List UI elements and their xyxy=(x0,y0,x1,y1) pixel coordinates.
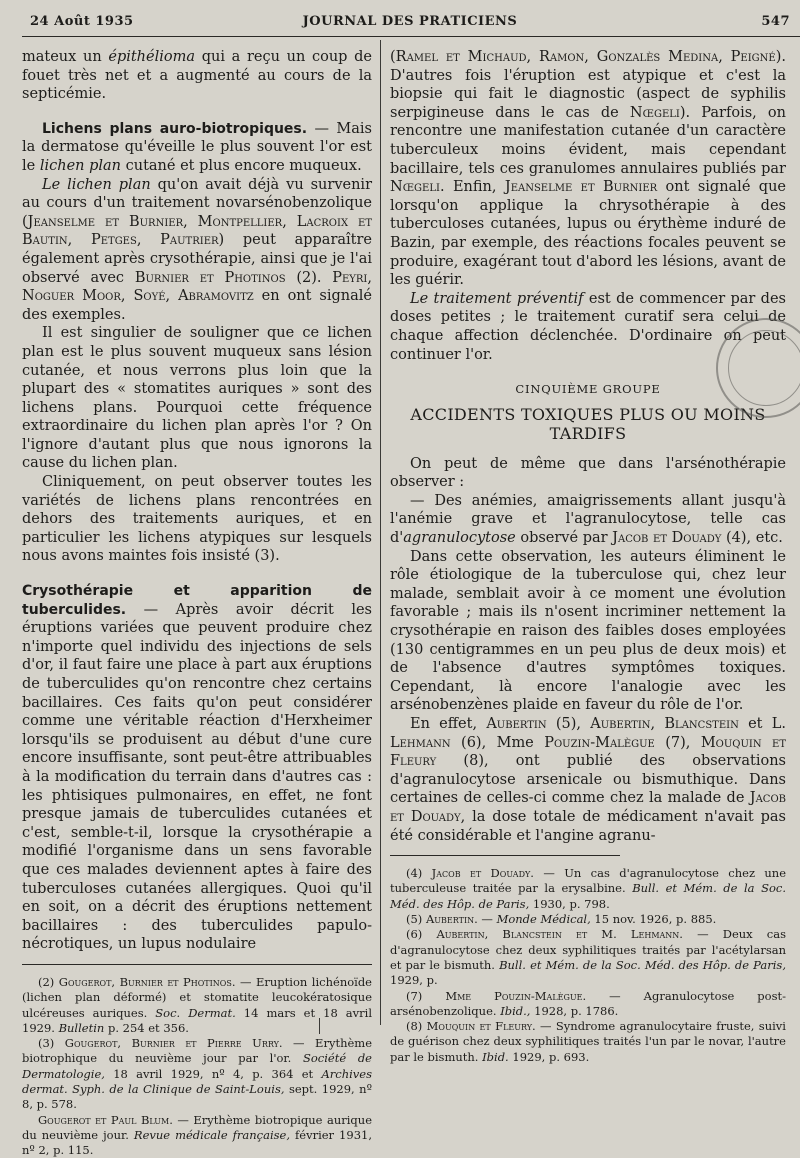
column-divider xyxy=(380,40,381,1025)
paragraph-cliniquement: Cliniquement, on peut observer toutes les variétés de lichens plans rencontrées en dehors des traitements auriques, et en particulier les lichens atypiques sur lesquels nous avons maintes fois insisté (3). xyxy=(22,474,372,565)
paragraph-en-effet: En effet, Aubertin (5), Aubertin, Blancstein et L. Lehmann (6), Mme Pouzin-Malègue (7), Mouquin et Fleury (8), ont publié des observations d'agranulocytose arsenicale ou bismuthique. Dans certaines de celles-ci comme chez la malade de Jacob et Douady, la dose totale de médicament n'avait pas été considérable et l'angine agranu- xyxy=(390,716,786,844)
page-header xyxy=(30,14,790,34)
paragraph-lichen-plan: Le lichen plan qu'on avait déjà vu survenir au cours d'un traitement novarsénobenzolique (Jeanselme et Burnier, Montpellier, Lacroix et Bautin, Petges, Pautrier) peut apparaître également après crysothérapie, ainsi que je l'ai observé avec Burnier et Photinos (2). Peyri, Noguer Moor, Soyé, Abramovitz en ont signalé des exemples. xyxy=(22,176,372,323)
paragraph-meme: On peut de même que dans l'arsénothérapie observer : xyxy=(390,455,786,491)
paragraph-lichens-plans: Lichens plans auro-biotropiques. — Mais la dermatose qu'éveille le plus souvent l'or est le lichen plan cutané et plus encore muqueux. xyxy=(22,120,372,174)
left-column xyxy=(22,48,372,1158)
footnote-rule xyxy=(22,964,372,965)
paragraph-continuation: mateux un épithélioma qui a reçu un coup de fouet très net et a augmenté au cours de la septicémie. xyxy=(22,49,372,103)
group-title: ACCIDENTS TOXIQUES PLUS OU MOINS TARDIFS xyxy=(410,404,766,443)
footnote-3b: Gougerot et Paul Blum. — Erythème biotropique aurique du neuvième jour. Revue médicale française, février 1931, nº 2, p. 115. xyxy=(22,1112,373,1158)
section-heading-lichens: Lichens plans auro-biotropiques. xyxy=(42,120,308,137)
header-rule xyxy=(22,36,800,37)
fold-mark xyxy=(319,1018,320,1034)
footnote-8: (8) Mouquin et Fleury. — Syndrome agranulocytaire fruste, suivi de guérison chez deux syphilitiques traités l'un par le novar, l'autre par le bismuth. Ibid. 1929, p. 693. xyxy=(390,1019,786,1064)
paragraph-anemies: — Des anémies, amaigrissements allant jusqu'à l'anémie grave et l'agranulocytose, telle cas d'agranulocytose observé par Jacob et Douady (4), etc. xyxy=(390,492,786,547)
group-label: CINQUIÈME GROUPE xyxy=(515,382,661,397)
header-date: 24 Août 1935 xyxy=(30,14,134,29)
section-heading-crysotherapie: Crysothérapie et apparition de tuberculides. xyxy=(22,583,372,618)
header-page-number: 547 xyxy=(761,14,790,29)
footnote-5: (5) Aubertin. — Monde Médical, 15 nov. 1926, p. 885. xyxy=(406,912,717,927)
footnote-rule-right xyxy=(390,855,620,856)
footnote-3: (3) Gougerot, Burnier et Pierre Urry. — Erythème biotrophique du neuvième jour par l'or. Société de Dermatologie, 18 avril 1929, nº 4, p. 364 et Archives dermat. Syph. de la Clinique de Saint-Louis, sept. 1929, nº 8, p. 578. xyxy=(22,1036,372,1112)
paragraph-observation: Dans cette observation, les auteurs éliminent le rôle étiologique de la tuberculose qui, chez leur malade, semblait avoir à ce moment une évolution favorable ; mais ils n'osent incriminer nettement la crysothérapie en raison des faibles doses employées (130 centigrammes en un peu plus de deux mois) et de l'absence d'autres symptômes toxiques. Cependant, là encore l'analogie avec les arsénobenzènes plaide en faveur du rôle de l'or. xyxy=(390,548,786,714)
footnote-2: (2) Gougerot, Burnier et Photinos. — Eruption lichénoïde (lichen plan déformé) et stomatite leucokératosique ulcéreuses auriques. Soc. Dermat. 14 mars et 18 avril 1929. Bulletin p. 254 et 356. xyxy=(22,974,372,1035)
paragraph-crysotherapie: Crysothérapie et apparition de tuberculides. — Après avoir décrit les éruptions variées que peuvent produire chez n'importe quel individu des injections de sels d'or, il faut faire une place à part aux éruptions de tuberculides qu'on rencontre chez certains bacillaires. Ces faits qu'on peut considérer comme une véritable réaction d'Herxheimer lorsqu'ils se produisent au début d'une cure encore insuffisante, sont peut-être attribuables à la modification du terrain dans d'autres cas : les phtisiques pulmonaires, en effet, ne font presque jamais de tuberculides cutanées et c'est, semble-t-il, lorsque la crysothérapie a modifié l'organisme dans un sens favorable que ces malades deviennent aptes à faire des tuberculoses cutanées allergiques. Quoi qu'il en soit, on a décrit des éruptions nettement bacillaires : des tuberculides papulo-nécrotiques, un lupus nodulaire xyxy=(22,583,372,953)
paragraph-singulier: Il est singulier de souligner que ce lichen plan est le plus souvent muqueux sans lésion cutanée, et nous verrons plus loin que la plupart des « stomatites auriques » sont des lichens plans. Pourquoi cette fréquence extraordinaire du lichen plan après l'or ? On l'ignore d'autant plus que nous ignorons la cause du lichen plan. xyxy=(22,325,372,472)
paragraph-traitement: Le traitement préventif est de commencer par des doses petites ; le traitement curatif sera celui de chaque affection déclenchée. D'ordinaire on peut continuer l'or. xyxy=(390,290,786,363)
header-journal-title: JOURNAL DES PRATICIENS xyxy=(302,14,518,29)
paragraph-ramel: (Ramel et Michaud, Ramon, Gonzalès Medina, Peigné). D'autres fois l'éruption est atypique et c'est la biopsie qui fait le diagnostic (aspect de syphilis serpigineuse dans le cas de Nœgeli). Parfois, on rencontre une manifestation cutanée d'un caractère tuberculeux moins évident, mais cependant bacillaire, tels ces granulomes annulaires publiés par Nœgeli. Enfin, Jeanselme et Burnier ont signalé que lorsqu'on applique la chrysothérapie à des tuberculoses cutanées, lupus ou érythème induré de Bazin, par exemple, des réactions focales peuvent se produire, exagérant tout d'abord les lésions, avant de les guérir. xyxy=(390,49,786,289)
footnote-4: (4) Jacob et Douady. — Un cas d'agranulocytose chez une tuberculeuse traitée par la erysalbine. Bull. et Mém. de la Soc. Méd. des Hôp. de Paris, 1930, p. 798. xyxy=(390,866,787,911)
footnote-7: (7) Mme Pouzin-Malègue. — Agranulocytose post-arsénobenzolique. Ibid., 1928, p. 1786. xyxy=(390,988,786,1018)
footnote-6: (6) Aubertin, Blancstein et M. Lehmann. — Deux cas d'agranulocytose chez deux syphilitiques traités par l'acétylarsan et par le bismuth. Bull. et Mém. de la Soc. Méd. des Hôp. de Paris, 1929, p. xyxy=(390,927,786,988)
right-column xyxy=(390,48,786,1065)
